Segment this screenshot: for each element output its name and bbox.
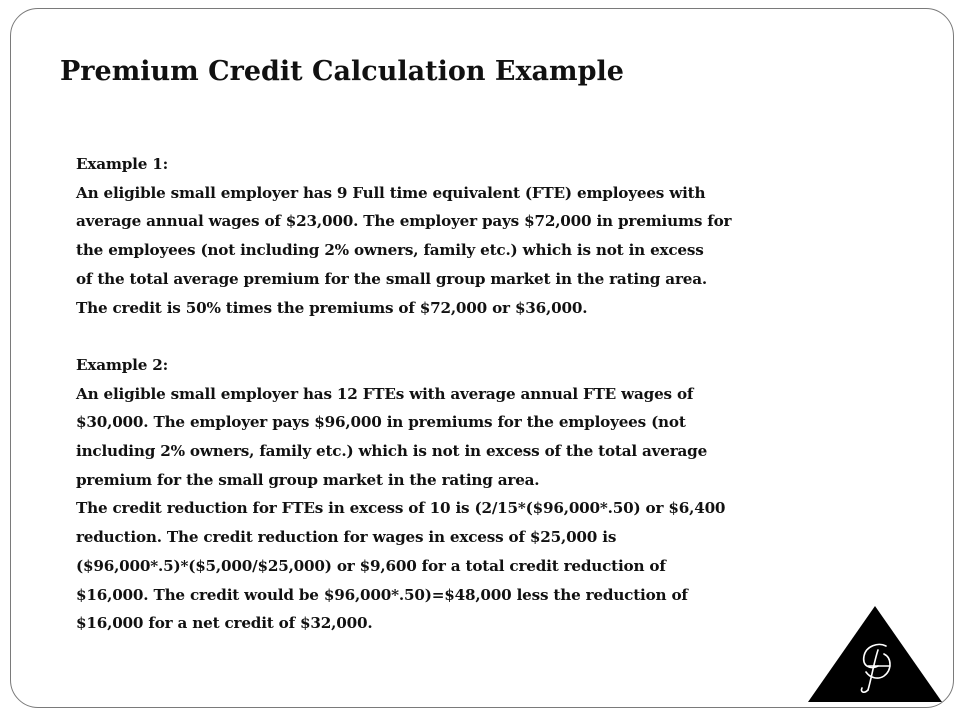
example-2-line: premium for the small group market in the rating area. [76, 470, 540, 489]
slide-title: Premium Credit Calculation Example [60, 56, 624, 87]
example-2-line: The credit reduction for FTEs in excess of 10 is (2/15*($96,000*.50) or $6,400 [76, 499, 726, 518]
example-2-line: $16,000. The credit would be $96,000*.50)=$48,000 less the reduction of [76, 585, 688, 604]
example-2-line: $30,000. The employer pays $96,000 in premiums for the employees (not [76, 413, 686, 432]
example-2-line: reduction. The credit reduction for wages in excess of $25,000 is [76, 528, 617, 547]
example-1-heading: Example 1: [76, 155, 169, 173]
example-2-heading: Example 2: [76, 355, 169, 374]
example-1-line: of the total average premium for the small group market in the rating area. [76, 269, 707, 288]
example-2-line: including 2% owners, family etc.) which is not in excess of the total average [76, 442, 708, 461]
example-2-line: $16,000 for a net credit of $32,000. [76, 614, 373, 633]
example-1-line: The credit is 50% times the premiums of $72,000 or $36,000. [76, 298, 588, 317]
example-2-line: An eligible small employer has 12 FTEs with average annual FTE wages of [76, 384, 694, 403]
slide-body [76, 150, 856, 638]
example-1-line: An eligible small employer has 9 Full time equivalent (FTE) employees with [76, 183, 706, 202]
example-1-line: average annual wages of $23,000. The employer pays $72,000 in premiums for [76, 212, 732, 231]
example-1-line: the employees (not including 2% owners, family etc.) which is not in excess [76, 241, 704, 260]
example-2-line: ($96,000*.5)*($5,000/$25,000) or $9,600 for a total credit reduction of [76, 556, 666, 575]
triangle-monogram-logo-icon [808, 606, 942, 702]
paragraph-spacer [76, 322, 856, 351]
